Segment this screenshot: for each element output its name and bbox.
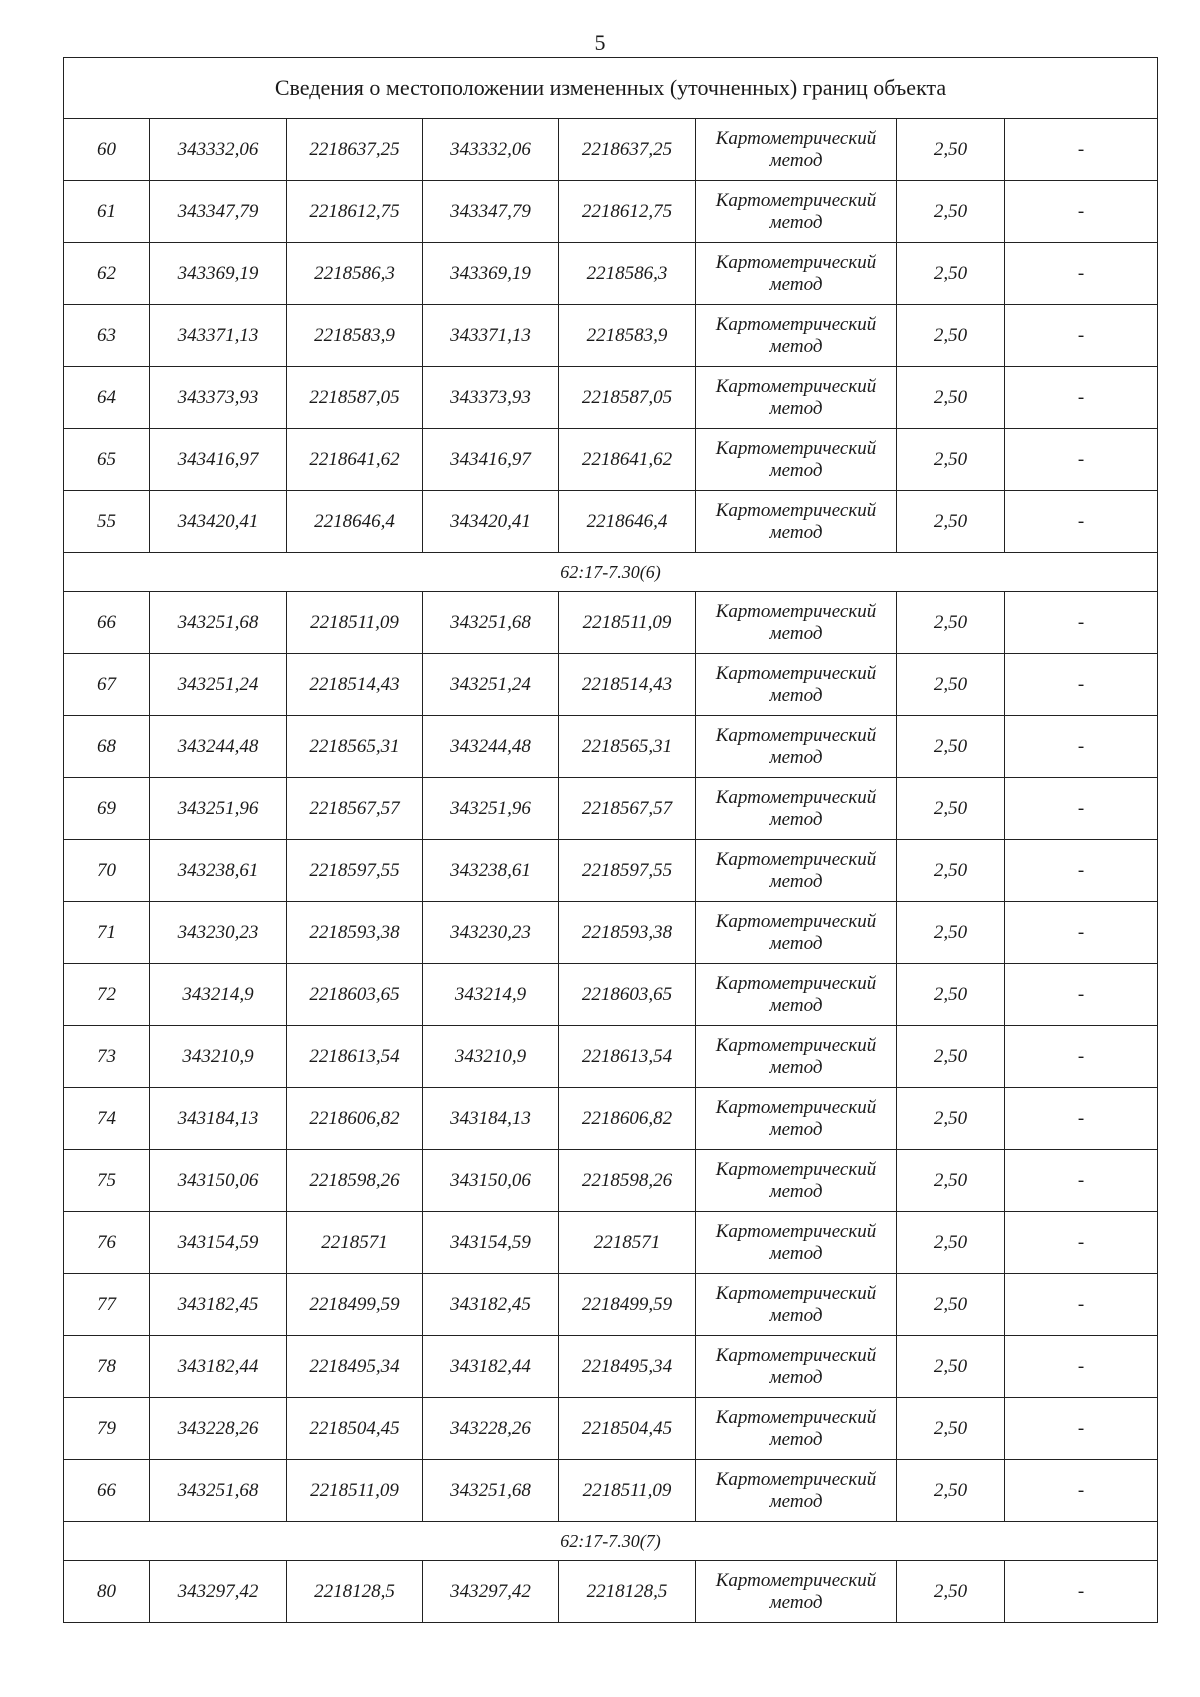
- accuracy-cell: 2,50: [897, 1398, 1005, 1460]
- y-refined-cell: 2218641,62: [559, 429, 696, 491]
- y-existing-cell: 2218637,25: [287, 119, 423, 181]
- x-refined-cell: 343251,68: [423, 592, 559, 654]
- x-refined-cell: 343230,23: [423, 902, 559, 964]
- accuracy-cell: 2,50: [897, 119, 1005, 181]
- point-number-cell: 80: [64, 1561, 150, 1623]
- table-row: [64, 902, 1158, 964]
- accuracy-cell: 2,50: [897, 902, 1005, 964]
- accuracy-cell: 2,50: [897, 964, 1005, 1026]
- accuracy-cell: 2,50: [897, 1274, 1005, 1336]
- y-existing-cell: 2218603,65: [287, 964, 423, 1026]
- section-header-row: [64, 553, 1158, 592]
- y-existing-cell: 2218511,09: [287, 592, 423, 654]
- point-number-cell: 64: [64, 367, 150, 429]
- description-cell: -: [1005, 1026, 1158, 1088]
- method-cell: Картометрический метод: [696, 1460, 897, 1522]
- method-cell: Картометрический метод: [696, 367, 897, 429]
- y-refined-cell: 2218128,5: [559, 1561, 696, 1623]
- y-refined-cell: 2218597,55: [559, 840, 696, 902]
- y-existing-cell: 2218593,38: [287, 902, 423, 964]
- table-row: [64, 243, 1158, 305]
- table-title: Сведения о местоположении измененных (уточненных) границ объекта: [64, 58, 1158, 119]
- x-refined-cell: 343228,26: [423, 1398, 559, 1460]
- table-row: [64, 1460, 1158, 1522]
- point-number-cell: 73: [64, 1026, 150, 1088]
- y-refined-cell: 2218565,31: [559, 716, 696, 778]
- x-refined-cell: 343154,59: [423, 1212, 559, 1274]
- section-label: 62:17-7.30(6): [64, 553, 1158, 592]
- y-refined-cell: 2218567,57: [559, 778, 696, 840]
- x-existing-cell: 343251,96: [150, 778, 287, 840]
- x-refined-cell: 343332,06: [423, 119, 559, 181]
- method-cell: Картометрический метод: [696, 716, 897, 778]
- y-refined-cell: 2218511,09: [559, 592, 696, 654]
- x-existing-cell: 343214,9: [150, 964, 287, 1026]
- method-cell: Картометрический метод: [696, 592, 897, 654]
- accuracy-cell: 2,50: [897, 1561, 1005, 1623]
- x-refined-cell: 343347,79: [423, 181, 559, 243]
- page-number: 5: [594, 30, 606, 55]
- y-existing-cell: 2218571: [287, 1212, 423, 1274]
- x-refined-cell: 343369,19: [423, 243, 559, 305]
- x-refined-cell: 343373,93: [423, 367, 559, 429]
- y-existing-cell: 2218565,31: [287, 716, 423, 778]
- x-existing-cell: 343230,23: [150, 902, 287, 964]
- x-existing-cell: 343154,59: [150, 1212, 287, 1274]
- accuracy-cell: 2,50: [897, 1212, 1005, 1274]
- x-existing-cell: 343184,13: [150, 1088, 287, 1150]
- description-cell: -: [1005, 1088, 1158, 1150]
- y-existing-cell: 2218612,75: [287, 181, 423, 243]
- description-cell: -: [1005, 1460, 1158, 1522]
- description-cell: -: [1005, 1274, 1158, 1336]
- y-existing-cell: 2218598,26: [287, 1150, 423, 1212]
- description-cell: -: [1005, 243, 1158, 305]
- table-row: [64, 1150, 1158, 1212]
- table-row: [64, 592, 1158, 654]
- description-cell: -: [1005, 1398, 1158, 1460]
- y-existing-cell: 2218128,5: [287, 1561, 423, 1623]
- x-existing-cell: 343182,44: [150, 1336, 287, 1398]
- method-cell: Картометрический метод: [696, 778, 897, 840]
- point-number-cell: 63: [64, 305, 150, 367]
- accuracy-cell: 2,50: [897, 1150, 1005, 1212]
- y-refined-cell: 2218603,65: [559, 964, 696, 1026]
- y-existing-cell: 2218587,05: [287, 367, 423, 429]
- table-row: [64, 654, 1158, 716]
- accuracy-cell: 2,50: [897, 305, 1005, 367]
- table-row: [64, 429, 1158, 491]
- x-existing-cell: 343347,79: [150, 181, 287, 243]
- x-refined-cell: 343244,48: [423, 716, 559, 778]
- description-cell: -: [1005, 429, 1158, 491]
- section-label: 62:17-7.30(7): [64, 1522, 1158, 1561]
- y-refined-cell: 2218637,25: [559, 119, 696, 181]
- accuracy-cell: 2,50: [897, 1088, 1005, 1150]
- table-row: [64, 305, 1158, 367]
- point-number-cell: 68: [64, 716, 150, 778]
- method-cell: Картометрический метод: [696, 243, 897, 305]
- x-existing-cell: 343420,41: [150, 491, 287, 553]
- y-refined-cell: 2218504,45: [559, 1398, 696, 1460]
- x-refined-cell: 343251,68: [423, 1460, 559, 1522]
- description-cell: -: [1005, 367, 1158, 429]
- section-header-row: [64, 1522, 1158, 1561]
- y-refined-cell: 2218646,4: [559, 491, 696, 553]
- point-number-cell: 55: [64, 491, 150, 553]
- method-cell: Картометрический метод: [696, 1212, 897, 1274]
- x-existing-cell: 343371,13: [150, 305, 287, 367]
- x-refined-cell: 343214,9: [423, 964, 559, 1026]
- x-refined-cell: 343420,41: [423, 491, 559, 553]
- method-cell: Картометрический метод: [696, 305, 897, 367]
- x-refined-cell: 343251,96: [423, 778, 559, 840]
- accuracy-cell: 2,50: [897, 429, 1005, 491]
- accuracy-cell: 2,50: [897, 1460, 1005, 1522]
- y-existing-cell: 2218583,9: [287, 305, 423, 367]
- x-existing-cell: 343244,48: [150, 716, 287, 778]
- table-row: [64, 778, 1158, 840]
- y-refined-cell: 2218514,43: [559, 654, 696, 716]
- y-existing-cell: 2218511,09: [287, 1460, 423, 1522]
- point-number-cell: 79: [64, 1398, 150, 1460]
- point-number-cell: 66: [64, 1460, 150, 1522]
- accuracy-cell: 2,50: [897, 181, 1005, 243]
- description-cell: -: [1005, 902, 1158, 964]
- y-refined-cell: 2218586,3: [559, 243, 696, 305]
- accuracy-cell: 2,50: [897, 1336, 1005, 1398]
- point-number-cell: 74: [64, 1088, 150, 1150]
- method-cell: Картометрический метод: [696, 654, 897, 716]
- y-existing-cell: 2218499,59: [287, 1274, 423, 1336]
- table-row: [64, 1026, 1158, 1088]
- table-row: [64, 1212, 1158, 1274]
- accuracy-cell: 2,50: [897, 778, 1005, 840]
- point-number-cell: 75: [64, 1150, 150, 1212]
- method-cell: Картометрический метод: [696, 1398, 897, 1460]
- y-refined-cell: 2218499,59: [559, 1274, 696, 1336]
- description-cell: -: [1005, 592, 1158, 654]
- x-refined-cell: 343416,97: [423, 429, 559, 491]
- accuracy-cell: 2,50: [897, 243, 1005, 305]
- y-refined-cell: 2218571: [559, 1212, 696, 1274]
- method-cell: Картометрический метод: [696, 1150, 897, 1212]
- method-cell: Картометрический метод: [696, 902, 897, 964]
- point-number-cell: 71: [64, 902, 150, 964]
- point-number-cell: 69: [64, 778, 150, 840]
- table-row: [64, 491, 1158, 553]
- x-existing-cell: 343369,19: [150, 243, 287, 305]
- x-existing-cell: 343332,06: [150, 119, 287, 181]
- method-cell: Картометрический метод: [696, 1088, 897, 1150]
- x-refined-cell: 343150,06: [423, 1150, 559, 1212]
- y-refined-cell: 2218598,26: [559, 1150, 696, 1212]
- x-existing-cell: 343251,24: [150, 654, 287, 716]
- description-cell: -: [1005, 1150, 1158, 1212]
- x-refined-cell: 343297,42: [423, 1561, 559, 1623]
- y-existing-cell: 2218586,3: [287, 243, 423, 305]
- method-cell: Картометрический метод: [696, 429, 897, 491]
- description-cell: -: [1005, 1336, 1158, 1398]
- y-existing-cell: 2218613,54: [287, 1026, 423, 1088]
- x-existing-cell: 343416,97: [150, 429, 287, 491]
- x-existing-cell: 343238,61: [150, 840, 287, 902]
- method-cell: Картометрический метод: [696, 1274, 897, 1336]
- table-row: [64, 119, 1158, 181]
- y-existing-cell: 2218495,34: [287, 1336, 423, 1398]
- y-refined-cell: 2218587,05: [559, 367, 696, 429]
- x-refined-cell: 343371,13: [423, 305, 559, 367]
- accuracy-cell: 2,50: [897, 840, 1005, 902]
- method-cell: Картометрический метод: [696, 840, 897, 902]
- y-existing-cell: 2218606,82: [287, 1088, 423, 1150]
- description-cell: -: [1005, 181, 1158, 243]
- y-existing-cell: 2218504,45: [287, 1398, 423, 1460]
- accuracy-cell: 2,50: [897, 716, 1005, 778]
- y-refined-cell: 2218593,38: [559, 902, 696, 964]
- point-number-cell: 76: [64, 1212, 150, 1274]
- x-refined-cell: 343182,45: [423, 1274, 559, 1336]
- x-existing-cell: 343228,26: [150, 1398, 287, 1460]
- x-refined-cell: 343184,13: [423, 1088, 559, 1150]
- y-refined-cell: 2218612,75: [559, 181, 696, 243]
- point-number-cell: 78: [64, 1336, 150, 1398]
- description-cell: -: [1005, 305, 1158, 367]
- accuracy-cell: 2,50: [897, 367, 1005, 429]
- description-cell: -: [1005, 654, 1158, 716]
- method-cell: Картометрический метод: [696, 964, 897, 1026]
- description-cell: -: [1005, 964, 1158, 1026]
- point-number-cell: 77: [64, 1274, 150, 1336]
- table-row: [64, 716, 1158, 778]
- y-refined-cell: 2218613,54: [559, 1026, 696, 1088]
- method-cell: Картометрический метод: [696, 181, 897, 243]
- point-number-cell: 61: [64, 181, 150, 243]
- y-existing-cell: 2218641,62: [287, 429, 423, 491]
- point-number-cell: 72: [64, 964, 150, 1026]
- description-cell: -: [1005, 119, 1158, 181]
- x-refined-cell: 343182,44: [423, 1336, 559, 1398]
- method-cell: Картометрический метод: [696, 1336, 897, 1398]
- method-cell: Картометрический метод: [696, 119, 897, 181]
- y-existing-cell: 2218597,55: [287, 840, 423, 902]
- y-existing-cell: 2218646,4: [287, 491, 423, 553]
- description-cell: -: [1005, 716, 1158, 778]
- table-row: [64, 1561, 1158, 1623]
- x-existing-cell: 343373,93: [150, 367, 287, 429]
- y-refined-cell: 2218583,9: [559, 305, 696, 367]
- y-refined-cell: 2218606,82: [559, 1088, 696, 1150]
- description-cell: -: [1005, 1212, 1158, 1274]
- y-refined-cell: 2218511,09: [559, 1460, 696, 1522]
- x-existing-cell: 343297,42: [150, 1561, 287, 1623]
- y-existing-cell: 2218514,43: [287, 654, 423, 716]
- x-refined-cell: 343251,24: [423, 654, 559, 716]
- table-row: [64, 840, 1158, 902]
- table-row: [64, 1398, 1158, 1460]
- table-row: [64, 964, 1158, 1026]
- description-cell: -: [1005, 778, 1158, 840]
- method-cell: Картометрический метод: [696, 491, 897, 553]
- x-existing-cell: 343210,9: [150, 1026, 287, 1088]
- x-existing-cell: 343182,45: [150, 1274, 287, 1336]
- x-refined-cell: 343238,61: [423, 840, 559, 902]
- x-refined-cell: 343210,9: [423, 1026, 559, 1088]
- y-existing-cell: 2218567,57: [287, 778, 423, 840]
- accuracy-cell: 2,50: [897, 592, 1005, 654]
- y-refined-cell: 2218495,34: [559, 1336, 696, 1398]
- description-cell: -: [1005, 840, 1158, 902]
- description-cell: -: [1005, 491, 1158, 553]
- description-cell: -: [1005, 1561, 1158, 1623]
- point-number-cell: 65: [64, 429, 150, 491]
- accuracy-cell: 2,50: [897, 654, 1005, 716]
- table-row: [64, 1336, 1158, 1398]
- accuracy-cell: 2,50: [897, 1026, 1005, 1088]
- x-existing-cell: 343251,68: [150, 592, 287, 654]
- method-cell: Картометрический метод: [696, 1561, 897, 1623]
- method-cell: Картометрический метод: [696, 1026, 897, 1088]
- boundary-table: [63, 57, 1158, 1623]
- accuracy-cell: 2,50: [897, 491, 1005, 553]
- point-number-cell: 60: [64, 119, 150, 181]
- point-number-cell: 66: [64, 592, 150, 654]
- table-row: [64, 1274, 1158, 1336]
- point-number-cell: 70: [64, 840, 150, 902]
- x-existing-cell: 343251,68: [150, 1460, 287, 1522]
- point-number-cell: 67: [64, 654, 150, 716]
- x-existing-cell: 343150,06: [150, 1150, 287, 1212]
- point-number-cell: 62: [64, 243, 150, 305]
- table-row: [64, 181, 1158, 243]
- table-row: [64, 1088, 1158, 1150]
- table-row: [64, 367, 1158, 429]
